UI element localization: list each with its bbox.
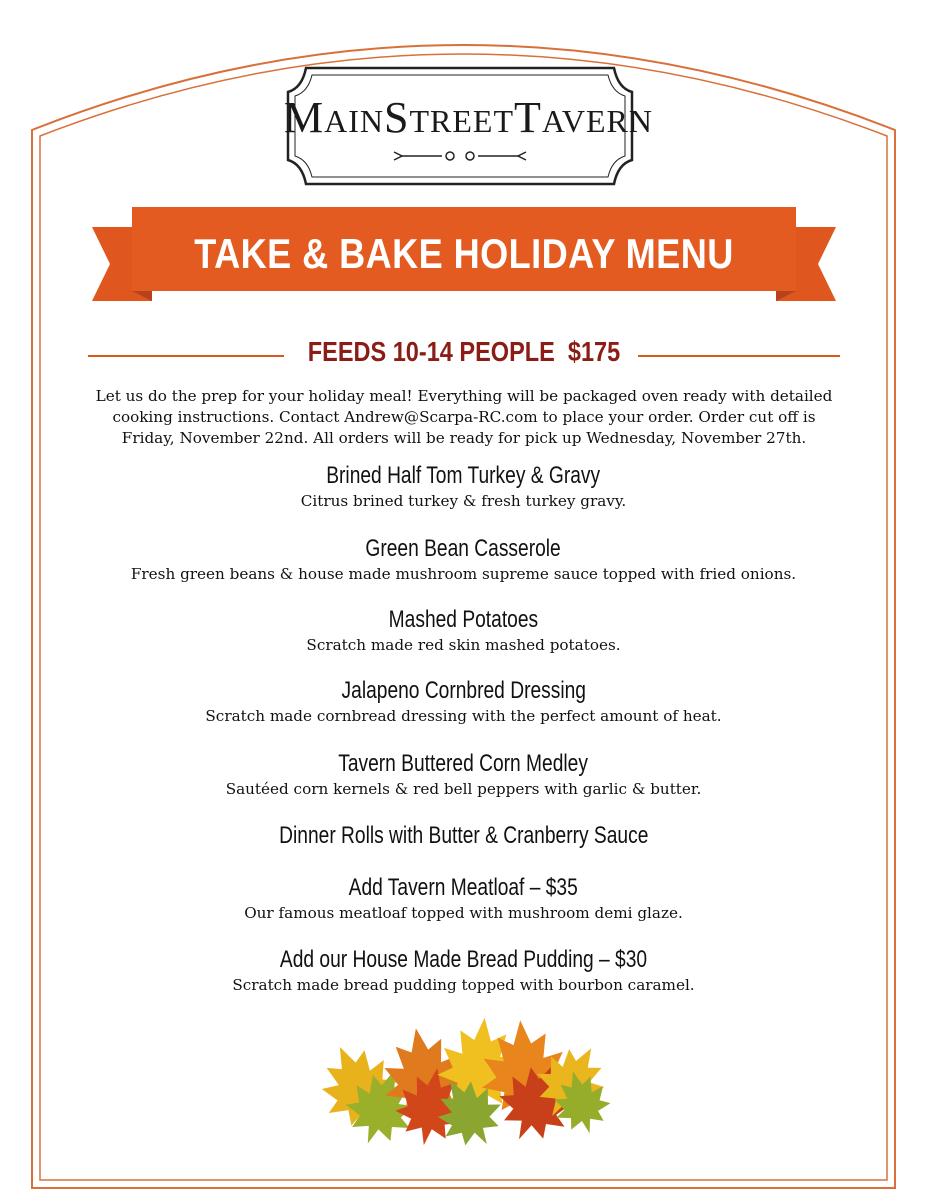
item-description: Scratch made bread pudding topped with bourbon caramel. (232, 976, 695, 994)
feeds-heading (148, 336, 780, 368)
menu-item-potatoes (60, 606, 867, 654)
item-description: Our famous meatloaf topped with mushroom demi glaze. (244, 904, 683, 922)
menu-item-green-bean (60, 535, 867, 583)
addon-title: Add Tavern Meatloaf (348, 874, 525, 901)
item-description: Fresh green beans & house made mushroom supreme sauce topped with fried onions. (130, 565, 797, 583)
addon-title-line (280, 946, 647, 974)
item-description: Sautéed corn kernels & red bell peppers with garlic & butter. (225, 780, 702, 798)
item-title: Brined Half Tom Turkey & Gravy (326, 462, 601, 489)
addon-bread-pudding (60, 946, 867, 994)
menu-title: TAKE & BAKE HOLIDAY MENU (194, 230, 734, 277)
logo-wordmark: MAINSTREETTAVERN (284, 93, 653, 142)
menu-item-corn (60, 750, 867, 798)
addon-title: Add our House Made Bread Pudding (279, 946, 594, 973)
item-title: Dinner Rolls with Butter & Cranberry Sauce (278, 822, 649, 849)
addon-price: – $35 (524, 874, 579, 901)
logo (284, 64, 653, 188)
autumn-leaves-icon (320, 1000, 610, 1170)
addon-title-line (349, 874, 578, 902)
menu-item-turkey (60, 462, 867, 510)
item-title: Jalapeno Cornbred Dressing (341, 677, 586, 704)
item-title: Green Bean Casserole (365, 535, 562, 562)
menu-item-rolls (60, 822, 867, 850)
intro-paragraph: Let us do the prep for your holiday meal! Everything will be packaged oven ready with detailed cooking instructions. Contact Andrew@Scarpa-RC.com to place your order. Order cut off is Friday, November 22nd. All orders will be ready for pick up Wednesday, November 27th. (95, 387, 833, 447)
item-title: Mashed Potatoes (388, 606, 539, 633)
item-description: Scratch made red skin mashed potatoes. (306, 636, 621, 654)
addon-meatloaf (60, 874, 867, 922)
feeds-text: FEEDS 10-14 PEOPLE (307, 336, 555, 367)
feeds-row (88, 336, 840, 376)
menu-item-dressing (60, 677, 867, 725)
addon-price: – $30 (593, 946, 648, 973)
feeds-price: $175 (567, 336, 621, 367)
item-description: Citrus brined turkey & fresh turkey gravy. (300, 492, 627, 510)
item-title: Tavern Buttered Corn Medley (338, 750, 589, 777)
item-description: Scratch made cornbread dressing with the perfect amount of heat. (205, 707, 722, 725)
